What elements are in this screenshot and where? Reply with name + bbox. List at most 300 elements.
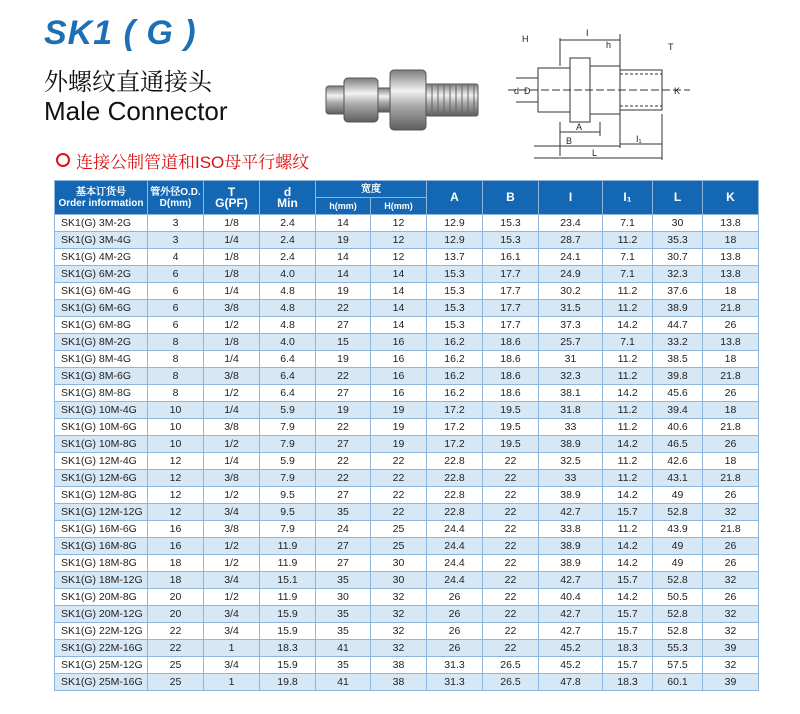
table-cell: 42.7 — [539, 606, 603, 623]
table-cell: 19 — [371, 436, 427, 453]
header-i: I — [539, 181, 603, 215]
table-cell: 19.8 — [260, 674, 316, 691]
table-row — [55, 419, 759, 436]
order-number-cell: SK1(G) 18M-8G — [55, 555, 148, 572]
table-cell: 44.7 — [653, 317, 703, 334]
table-cell: 40.4 — [539, 589, 603, 606]
order-number-cell: SK1(G) 6M-6G — [55, 300, 148, 317]
table-cell: 22 — [148, 623, 204, 640]
table-row — [55, 385, 759, 402]
table-cell: 30 — [371, 555, 427, 572]
table-cell: 11.2 — [603, 521, 653, 538]
table-cell: 11.2 — [603, 300, 653, 317]
table-row — [55, 538, 759, 555]
table-row — [55, 436, 759, 453]
header-h-big: H(mm) — [371, 198, 427, 215]
table-cell: 7.9 — [260, 521, 316, 538]
table-cell: 15.3 — [483, 215, 539, 232]
table-cell: 7.1 — [603, 215, 653, 232]
table-cell: 22 — [483, 589, 539, 606]
table-cell: 33 — [539, 419, 603, 436]
table-cell: 14 — [371, 266, 427, 283]
table-cell: 30.2 — [539, 283, 603, 300]
table-cell: 31 — [539, 351, 603, 368]
table-cell: 19 — [316, 283, 371, 300]
dimension-diagram — [504, 26, 694, 170]
table-cell: 32 — [371, 589, 427, 606]
header-d: d Min — [260, 181, 316, 215]
table-cell: 13.8 — [703, 215, 759, 232]
table-cell: 31.8 — [539, 402, 603, 419]
table-cell: 9.5 — [260, 504, 316, 521]
table-cell: 38.9 — [539, 555, 603, 572]
table-cell: 15.9 — [260, 606, 316, 623]
table-cell: 17.2 — [427, 419, 483, 436]
table-cell: 10 — [148, 402, 204, 419]
table-cell: 45.2 — [539, 657, 603, 674]
table-cell: 32 — [371, 606, 427, 623]
table-cell: 3/8 — [204, 368, 260, 385]
table-cell: 14.2 — [603, 317, 653, 334]
table-cell: 16.1 — [483, 249, 539, 266]
table-cell: 22.8 — [427, 504, 483, 521]
table-cell: 28.7 — [539, 232, 603, 249]
product-name-chinese: 外螺纹直通接头 — [44, 69, 212, 96]
table-cell: 30.7 — [653, 249, 703, 266]
header-a: A — [427, 181, 483, 215]
table-cell: 1/4 — [204, 351, 260, 368]
table-cell: 17.2 — [427, 402, 483, 419]
table-cell: 6.4 — [260, 368, 316, 385]
table-cell: 20 — [148, 606, 204, 623]
table-cell: 12.9 — [427, 215, 483, 232]
table-cell: 20 — [148, 589, 204, 606]
table-row — [55, 606, 759, 623]
table-cell: 16 — [148, 538, 204, 555]
diagram-label-D: D — [524, 86, 531, 96]
table-cell: 22.8 — [427, 453, 483, 470]
table-cell: 30 — [653, 215, 703, 232]
table-cell: 18 — [703, 283, 759, 300]
table-cell: 14.2 — [603, 589, 653, 606]
table-cell: 11.2 — [603, 283, 653, 300]
table-cell: 22 — [483, 623, 539, 640]
table-cell: 4.8 — [260, 317, 316, 334]
order-number-cell: SK1(G) 20M-12G — [55, 606, 148, 623]
table-cell: 12 — [148, 504, 204, 521]
diagram-label-I1: I₁ — [636, 134, 642, 144]
table-cell: 49 — [653, 487, 703, 504]
table-row — [55, 504, 759, 521]
table-cell: 1/2 — [204, 436, 260, 453]
table-cell: 26 — [703, 436, 759, 453]
order-number-cell: SK1(G) 25M-16G — [55, 674, 148, 691]
table-cell: 16.2 — [427, 334, 483, 351]
table-cell: 33.8 — [539, 521, 603, 538]
table-cell: 3/8 — [204, 419, 260, 436]
diagram-label-H: H — [522, 34, 529, 44]
table-cell: 24.9 — [539, 266, 603, 283]
table-cell: 38.5 — [653, 351, 703, 368]
table-cell: 7.9 — [260, 419, 316, 436]
table-cell: 38.9 — [653, 300, 703, 317]
table-cell: 21.8 — [703, 470, 759, 487]
table-cell: 35 — [316, 504, 371, 521]
order-number-cell: SK1(G) 12M-8G — [55, 487, 148, 504]
table-cell: 19 — [371, 402, 427, 419]
diagram-label-T: T — [668, 42, 674, 52]
table-cell: 1 — [204, 674, 260, 691]
table-cell: 14.2 — [603, 436, 653, 453]
table-cell: 22 — [371, 470, 427, 487]
table-cell: 26 — [703, 385, 759, 402]
table-cell: 25.7 — [539, 334, 603, 351]
table-cell: 27 — [316, 436, 371, 453]
order-number-cell: SK1(G) 3M-2G — [55, 215, 148, 232]
table-cell: 14.2 — [603, 555, 653, 572]
table-cell: 13.8 — [703, 334, 759, 351]
table-cell: 19 — [316, 402, 371, 419]
table-cell: 11.2 — [603, 368, 653, 385]
table-cell: 26.5 — [483, 674, 539, 691]
table-cell: 22 — [316, 419, 371, 436]
table-cell: 18.6 — [483, 368, 539, 385]
order-number-cell: SK1(G) 6M-8G — [55, 317, 148, 334]
table-cell: 22 — [483, 555, 539, 572]
table-cell: 15.7 — [603, 606, 653, 623]
table-cell: 22 — [316, 453, 371, 470]
table-cell: 12 — [371, 232, 427, 249]
table-cell: 60.1 — [653, 674, 703, 691]
table-cell: 25 — [371, 538, 427, 555]
table-cell: 7.1 — [603, 249, 653, 266]
table-cell: 32 — [703, 623, 759, 640]
table-cell: 32 — [703, 504, 759, 521]
table-cell: 22.8 — [427, 470, 483, 487]
table-cell: 45.6 — [653, 385, 703, 402]
table-cell: 19 — [316, 351, 371, 368]
table-cell: 12 — [371, 249, 427, 266]
table-cell: 15.7 — [603, 504, 653, 521]
table-cell: 35 — [316, 657, 371, 674]
order-number-cell: SK1(G) 4M-2G — [55, 249, 148, 266]
table-row — [55, 266, 759, 283]
order-number-cell: SK1(G) 8M-6G — [55, 368, 148, 385]
table-cell: 11.2 — [603, 351, 653, 368]
table-cell: 22 — [483, 538, 539, 555]
table-cell: 41 — [316, 674, 371, 691]
table-cell: 15.7 — [603, 572, 653, 589]
table-row — [55, 555, 759, 572]
table-cell: 22 — [483, 640, 539, 657]
table-cell: 22 — [483, 572, 539, 589]
table-cell: 52.8 — [653, 606, 703, 623]
table-cell: 39 — [703, 640, 759, 657]
table-cell: 22 — [483, 453, 539, 470]
table-cell: 18.3 — [260, 640, 316, 657]
header-i1: I₁ — [603, 181, 653, 215]
table-cell: 14.2 — [603, 538, 653, 555]
table-cell: 1/4 — [204, 283, 260, 300]
table-cell: 17.7 — [483, 283, 539, 300]
table-cell: 35 — [316, 623, 371, 640]
table-cell: 1/4 — [204, 402, 260, 419]
order-number-cell: SK1(G) 8M-2G — [55, 334, 148, 351]
table-cell: 4 — [148, 249, 204, 266]
table-cell: 8 — [148, 351, 204, 368]
table-row — [55, 623, 759, 640]
table-cell: 22.8 — [427, 487, 483, 504]
diagram-label-I: I — [586, 28, 589, 38]
table-row — [55, 232, 759, 249]
feature-line — [56, 148, 309, 173]
order-number-cell: SK1(G) 16M-8G — [55, 538, 148, 555]
table-cell: 16.2 — [427, 351, 483, 368]
table-cell: 8 — [148, 385, 204, 402]
table-cell: 11.9 — [260, 555, 316, 572]
table-cell: 3 — [148, 232, 204, 249]
table-cell: 33.2 — [653, 334, 703, 351]
diagram-label-d: d — [514, 86, 520, 96]
table-cell: 12 — [148, 453, 204, 470]
table-cell: 14 — [371, 300, 427, 317]
table-cell: 14 — [371, 283, 427, 300]
table-row — [55, 572, 759, 589]
table-cell: 27 — [316, 317, 371, 334]
table-cell: 40.6 — [653, 419, 703, 436]
table-cell: 32 — [703, 572, 759, 589]
table-cell: 38.9 — [539, 487, 603, 504]
table-cell: 1/4 — [204, 453, 260, 470]
diagram-label-B: B — [566, 136, 573, 146]
table-cell: 26 — [703, 487, 759, 504]
header-h-small: h(mm) — [316, 198, 371, 215]
table-cell: 4.8 — [260, 283, 316, 300]
table-cell: 15 — [316, 334, 371, 351]
table-cell: 16.2 — [427, 385, 483, 402]
table-cell: 33 — [539, 470, 603, 487]
table-cell: 24 — [316, 521, 371, 538]
table-cell: 22 — [371, 504, 427, 521]
table-cell: 6.4 — [260, 385, 316, 402]
table-cell: 13.8 — [703, 266, 759, 283]
table-cell: 47.8 — [539, 674, 603, 691]
table-cell: 52.8 — [653, 572, 703, 589]
order-number-cell: SK1(G) 25M-12G — [55, 657, 148, 674]
table-cell: 17.7 — [483, 317, 539, 334]
table-cell: 22 — [483, 470, 539, 487]
table-cell: 11.2 — [603, 402, 653, 419]
table-cell: 10 — [148, 436, 204, 453]
table-cell: 15.3 — [483, 232, 539, 249]
connector-photo — [322, 60, 482, 140]
table-cell: 15.3 — [427, 283, 483, 300]
table-cell: 52.8 — [653, 504, 703, 521]
diagram-label-h: h — [606, 40, 612, 50]
table-cell: 52.8 — [653, 623, 703, 640]
table-cell: 22 — [371, 453, 427, 470]
table-cell: 1/2 — [204, 538, 260, 555]
table-row — [55, 351, 759, 368]
table-cell: 22 — [483, 504, 539, 521]
table-cell: 17.7 — [483, 300, 539, 317]
table-cell: 21.8 — [703, 368, 759, 385]
table-cell: 11.2 — [603, 453, 653, 470]
table-cell: 12.9 — [427, 232, 483, 249]
table-cell: 24.4 — [427, 555, 483, 572]
product-name-english: Male Connector — [44, 96, 228, 126]
table-cell: 32.3 — [539, 368, 603, 385]
table-cell: 31.3 — [427, 657, 483, 674]
table-cell: 14.2 — [603, 487, 653, 504]
diagram-label-K: K — [674, 86, 681, 96]
table-cell: 12 — [148, 470, 204, 487]
table-cell: 9.5 — [260, 487, 316, 504]
table-cell: 24.4 — [427, 538, 483, 555]
table-cell: 30 — [316, 589, 371, 606]
table-cell: 6 — [148, 266, 204, 283]
table-row — [55, 453, 759, 470]
table-cell: 19 — [316, 232, 371, 249]
table-cell: 8 — [148, 368, 204, 385]
table-cell: 1/2 — [204, 589, 260, 606]
table-cell: 32 — [371, 623, 427, 640]
table-cell: 26 — [427, 623, 483, 640]
order-number-cell: SK1(G) 22M-16G — [55, 640, 148, 657]
specification-table — [54, 180, 759, 691]
order-number-cell: SK1(G) 6M-2G — [55, 266, 148, 283]
table-cell: 38 — [371, 674, 427, 691]
table-cell: 18 — [148, 572, 204, 589]
table-cell: 37.3 — [539, 317, 603, 334]
order-number-cell: SK1(G) 22M-12G — [55, 623, 148, 640]
table-cell: 38.9 — [539, 436, 603, 453]
table-cell: 13.8 — [703, 249, 759, 266]
table-cell: 35 — [316, 606, 371, 623]
table-cell: 27 — [316, 555, 371, 572]
table-cell: 22 — [483, 606, 539, 623]
diagram-label-A: A — [576, 122, 583, 132]
table-cell: 3/4 — [204, 504, 260, 521]
table-row — [55, 300, 759, 317]
table-cell: 2.4 — [260, 215, 316, 232]
table-cell: 11.9 — [260, 538, 316, 555]
table-cell: 3/8 — [204, 470, 260, 487]
table-cell: 39.8 — [653, 368, 703, 385]
table-cell: 39.4 — [653, 402, 703, 419]
bullet-circle-icon — [56, 153, 70, 167]
table-cell: 26 — [703, 538, 759, 555]
table-cell: 45.2 — [539, 640, 603, 657]
table-cell: 3/4 — [204, 623, 260, 640]
header-k: K — [703, 181, 759, 215]
table-cell: 26 — [427, 606, 483, 623]
order-number-cell: SK1(G) 8M-4G — [55, 351, 148, 368]
table-cell: 3 — [148, 215, 204, 232]
header-width: 宽度 — [316, 181, 427, 198]
table-cell: 22 — [316, 300, 371, 317]
order-number-cell: SK1(G) 12M-6G — [55, 470, 148, 487]
table-cell: 42.7 — [539, 504, 603, 521]
table-cell: 18 — [148, 555, 204, 572]
table-cell: 1 — [204, 640, 260, 657]
table-cell: 22 — [371, 487, 427, 504]
table-cell: 18.6 — [483, 385, 539, 402]
table-cell: 15.3 — [427, 317, 483, 334]
table-cell: 15.9 — [260, 623, 316, 640]
table-cell: 5.9 — [260, 453, 316, 470]
table-cell: 21.8 — [703, 419, 759, 436]
table-cell: 26 — [703, 317, 759, 334]
table-cell: 3/8 — [204, 300, 260, 317]
table-cell: 16 — [371, 368, 427, 385]
table-cell: 49 — [653, 555, 703, 572]
table-cell: 26.5 — [483, 657, 539, 674]
table-cell: 6.4 — [260, 351, 316, 368]
table-cell: 49 — [653, 538, 703, 555]
table-row — [55, 249, 759, 266]
table-cell: 15.3 — [427, 266, 483, 283]
table-cell: 3/8 — [204, 521, 260, 538]
table-cell: 7.9 — [260, 436, 316, 453]
table-cell: 12 — [371, 215, 427, 232]
table-cell: 16 — [371, 334, 427, 351]
table-cell: 18 — [703, 232, 759, 249]
table-cell: 14 — [316, 215, 371, 232]
table-cell: 1/8 — [204, 249, 260, 266]
table-cell: 11.9 — [260, 589, 316, 606]
header-b: B — [483, 181, 539, 215]
table-cell: 18.3 — [603, 640, 653, 657]
table-cell: 32 — [703, 606, 759, 623]
table-cell: 7.1 — [603, 334, 653, 351]
table-cell: 42.7 — [539, 572, 603, 589]
table-row — [55, 640, 759, 657]
table-cell: 10 — [148, 419, 204, 436]
order-number-cell: SK1(G) 10M-6G — [55, 419, 148, 436]
specification-rows — [55, 215, 759, 691]
table-row — [55, 470, 759, 487]
table-cell: 19.5 — [483, 402, 539, 419]
order-number-cell: SK1(G) 18M-12G — [55, 572, 148, 589]
table-cell: 1/2 — [204, 385, 260, 402]
table-cell: 2.4 — [260, 232, 316, 249]
table-cell: 7.9 — [260, 470, 316, 487]
table-row — [55, 317, 759, 334]
table-cell: 26 — [703, 589, 759, 606]
table-cell: 38.9 — [539, 538, 603, 555]
header-l: L — [653, 181, 703, 215]
header-od: 管外径O.D. D(mm) — [148, 181, 204, 215]
table-cell: 38 — [371, 657, 427, 674]
table-cell: 42.6 — [653, 453, 703, 470]
table-cell: 55.3 — [653, 640, 703, 657]
table-cell: 18 — [703, 351, 759, 368]
table-cell: 22 — [483, 487, 539, 504]
table-cell: 22 — [483, 521, 539, 538]
diagram-label-L: L — [592, 148, 598, 158]
table-cell: 24.4 — [427, 572, 483, 589]
table-row — [55, 334, 759, 351]
order-number-cell: SK1(G) 10M-8G — [55, 436, 148, 453]
header-t: T G(PF) — [204, 181, 260, 215]
table-cell: 25 — [148, 674, 204, 691]
table-cell: 27 — [316, 538, 371, 555]
table-cell: 14.2 — [603, 385, 653, 402]
table-cell: 21.8 — [703, 521, 759, 538]
table-cell: 11.2 — [603, 470, 653, 487]
table-cell: 18.3 — [603, 674, 653, 691]
